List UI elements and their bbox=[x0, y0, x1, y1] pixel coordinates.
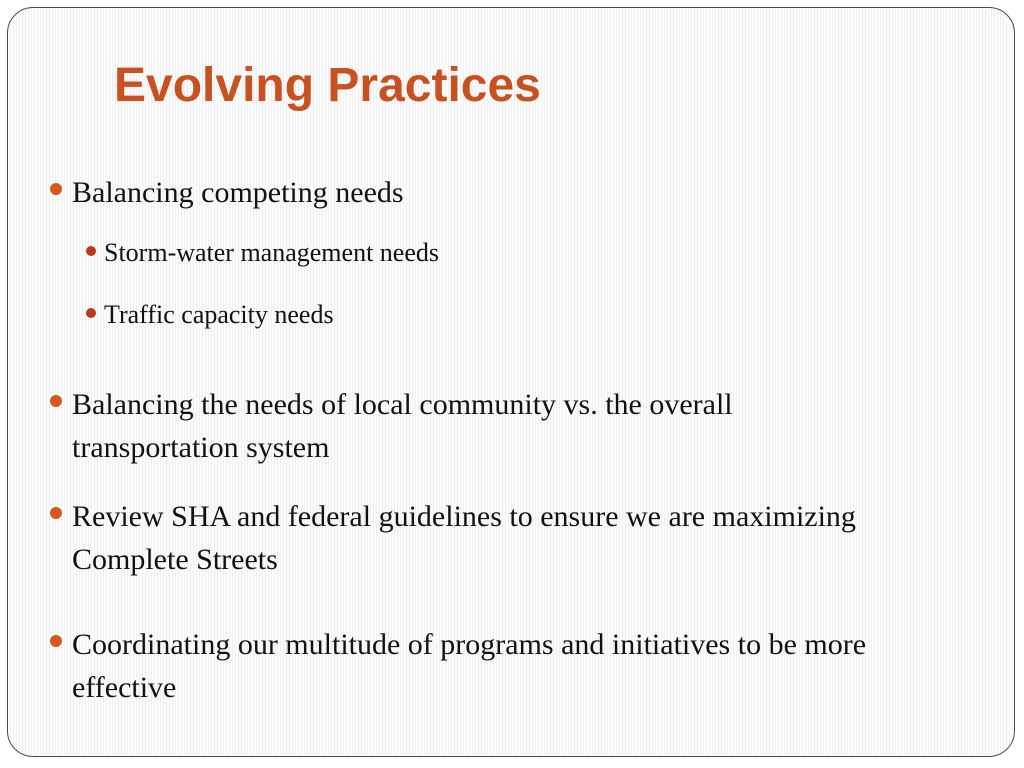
sub-bullet-dot-icon bbox=[86, 308, 96, 318]
bullet-dot-icon bbox=[50, 635, 62, 647]
slide-title: Evolving Practices bbox=[114, 59, 541, 112]
bullet-item bbox=[50, 383, 872, 469]
slide-content bbox=[8, 8, 1014, 756]
bullet-item bbox=[50, 171, 902, 214]
bullet-text: Balancing competing needs bbox=[72, 176, 404, 209]
bullet-dot-icon bbox=[50, 183, 62, 195]
sub-bullet-text: Traffic capacity needs bbox=[104, 300, 334, 329]
bullet-text: Coordinating our multitude of programs and initiatives to be more effective bbox=[72, 628, 867, 704]
bullet-text: Balancing the needs of local community vs. the overall transportation system bbox=[72, 388, 733, 464]
bullet-dot-icon bbox=[50, 395, 62, 407]
sub-bullet-dot-icon bbox=[86, 246, 96, 256]
bullet-item bbox=[50, 495, 862, 581]
bullet-text: Review SHA and federal guidelines to ensure we are maximizing Complete Streets bbox=[72, 500, 856, 576]
bullet-dot-icon bbox=[50, 507, 62, 519]
sub-bullet-text: Storm-water management needs bbox=[104, 238, 439, 267]
bullet-item bbox=[50, 623, 922, 709]
slide bbox=[7, 7, 1015, 757]
sub-bullet-item bbox=[86, 236, 904, 270]
sub-bullet-item bbox=[86, 298, 904, 332]
